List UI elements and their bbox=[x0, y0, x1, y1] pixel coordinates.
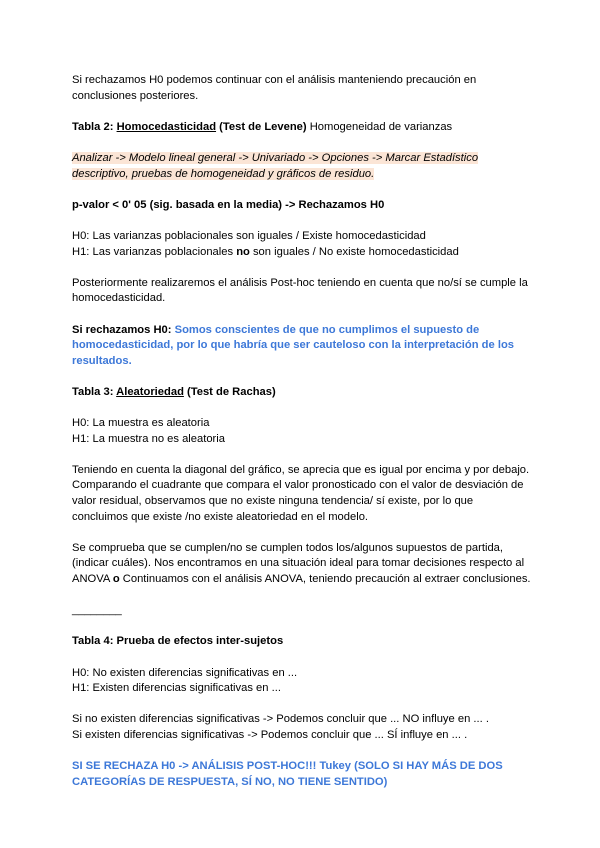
intro-paragraph: Si rechazamos H0 podemos continuar con el análisis manteniendo precaución en conclusiones posteriores. bbox=[72, 74, 477, 102]
reject-label: Si rechazamos H0: bbox=[72, 323, 172, 336]
reject-note bbox=[72, 323, 532, 370]
tabla2-title: Homocedasticidad bbox=[116, 120, 217, 133]
supuestos-text-a: Se comprueba que se cumplen/no se cumplen todos los/algunos supuestos de partida, (indicar cuáles). Nos encontramos en una situación ideal para tomar decisiones respecto al ANOVA bbox=[72, 541, 525, 585]
tabla2-h1 bbox=[72, 245, 532, 261]
supuestos-o: o bbox=[112, 573, 120, 585]
spss-path-paragraph bbox=[72, 151, 532, 182]
tabla2-h0: H0: Las varianzas poblacionales son iguales / Existe homocedasticidad bbox=[72, 229, 426, 242]
tabla2-test: (Test de Levene) bbox=[216, 120, 307, 133]
document-page bbox=[72, 73, 532, 790]
tabla3-h1: H1: La muestra no es aleatoria bbox=[72, 432, 225, 445]
tabla2-h1-text-b: son iguales / No existe homocedasticidad bbox=[249, 245, 459, 258]
tabla4-h0: H0: No existen diferencias significativas en ... bbox=[72, 666, 298, 679]
tabla3-heading bbox=[72, 385, 532, 401]
tabla2-prefix: Tabla 2: bbox=[72, 120, 117, 133]
separator-line: ________ bbox=[72, 604, 122, 617]
tabla2-h1-text-a: H1: Las varianzas poblacionales bbox=[72, 245, 237, 258]
tabla2-subtitle: Homogeneidad de varianzas bbox=[306, 120, 453, 133]
tabla2-h1-no: no bbox=[236, 245, 250, 258]
reject-text: Somos conscientes de que no cumplimos el supuesto de homocedasticidad, por lo que habría que ser cauteloso con la interpretación de los resultados. bbox=[72, 323, 515, 367]
tukey-note: SI SE RECHAZA H0 -> ANÁLISIS POST-HOC!!! Tukey (SOLO SI HAY MÁS DE DOS CATEGORÍAS DE RESPUESTA, SÍ NO, NO TIENE SENTIDO) bbox=[72, 760, 503, 788]
tabla2-heading bbox=[72, 120, 532, 136]
tabla3-title: Aleatoriedad bbox=[116, 385, 184, 398]
supuestos-paragraph bbox=[72, 541, 532, 588]
diagonal-paragraph: Teniendo en cuenta la diagonal del gráfico, se aprecia que es igual por encima y por debajo. Comparando el cuadrante que compara el valor pronosticado con el valor de desviación de valor residual, observamos que no existe ninguna tendencia/ sí existe, por lo que concluimos que existe /no existe aleatoriedad en el modelo. bbox=[72, 463, 530, 523]
supuestos-text-b: Continuamos con el análisis ANOVA, teniendo precaución al extraer conclusiones. bbox=[119, 573, 531, 585]
si-diferencias-line: Si existen diferencias significativas -> Podemos concluir que ... SÍ influye en ... . bbox=[72, 728, 468, 741]
tabla4-heading: Tabla 4: Prueba de efectos inter-sujetos bbox=[72, 635, 284, 648]
no-diferencias-line: Si no existen diferencias significativas -> Podemos concluir que ... NO influye en ... . bbox=[72, 713, 489, 726]
tabla3-h0: H0: La muestra es aleatoria bbox=[72, 417, 210, 430]
pvalue-rule: p-valor < 0' 05 (sig. basada en la media) -> Rechazamos H0 bbox=[72, 198, 385, 211]
spss-path-highlight: Analizar -> Modelo lineal general -> Univariado -> Opciones -> Marcar Estadístico descriptivo, pruebas de homogeneidad y gráficos de residuo. bbox=[72, 151, 479, 180]
tabla4-h1: H1: Existen diferencias significativas en ... bbox=[72, 682, 281, 695]
tabla3-test: (Test de Rachas) bbox=[183, 385, 276, 398]
tabla3-prefix: Tabla 3: bbox=[72, 385, 117, 398]
posthoc-note: Posteriormente realizaremos el análisis Post-hoc teniendo en cuenta que no/sí se cumple la homocedasticidad. bbox=[72, 276, 528, 305]
